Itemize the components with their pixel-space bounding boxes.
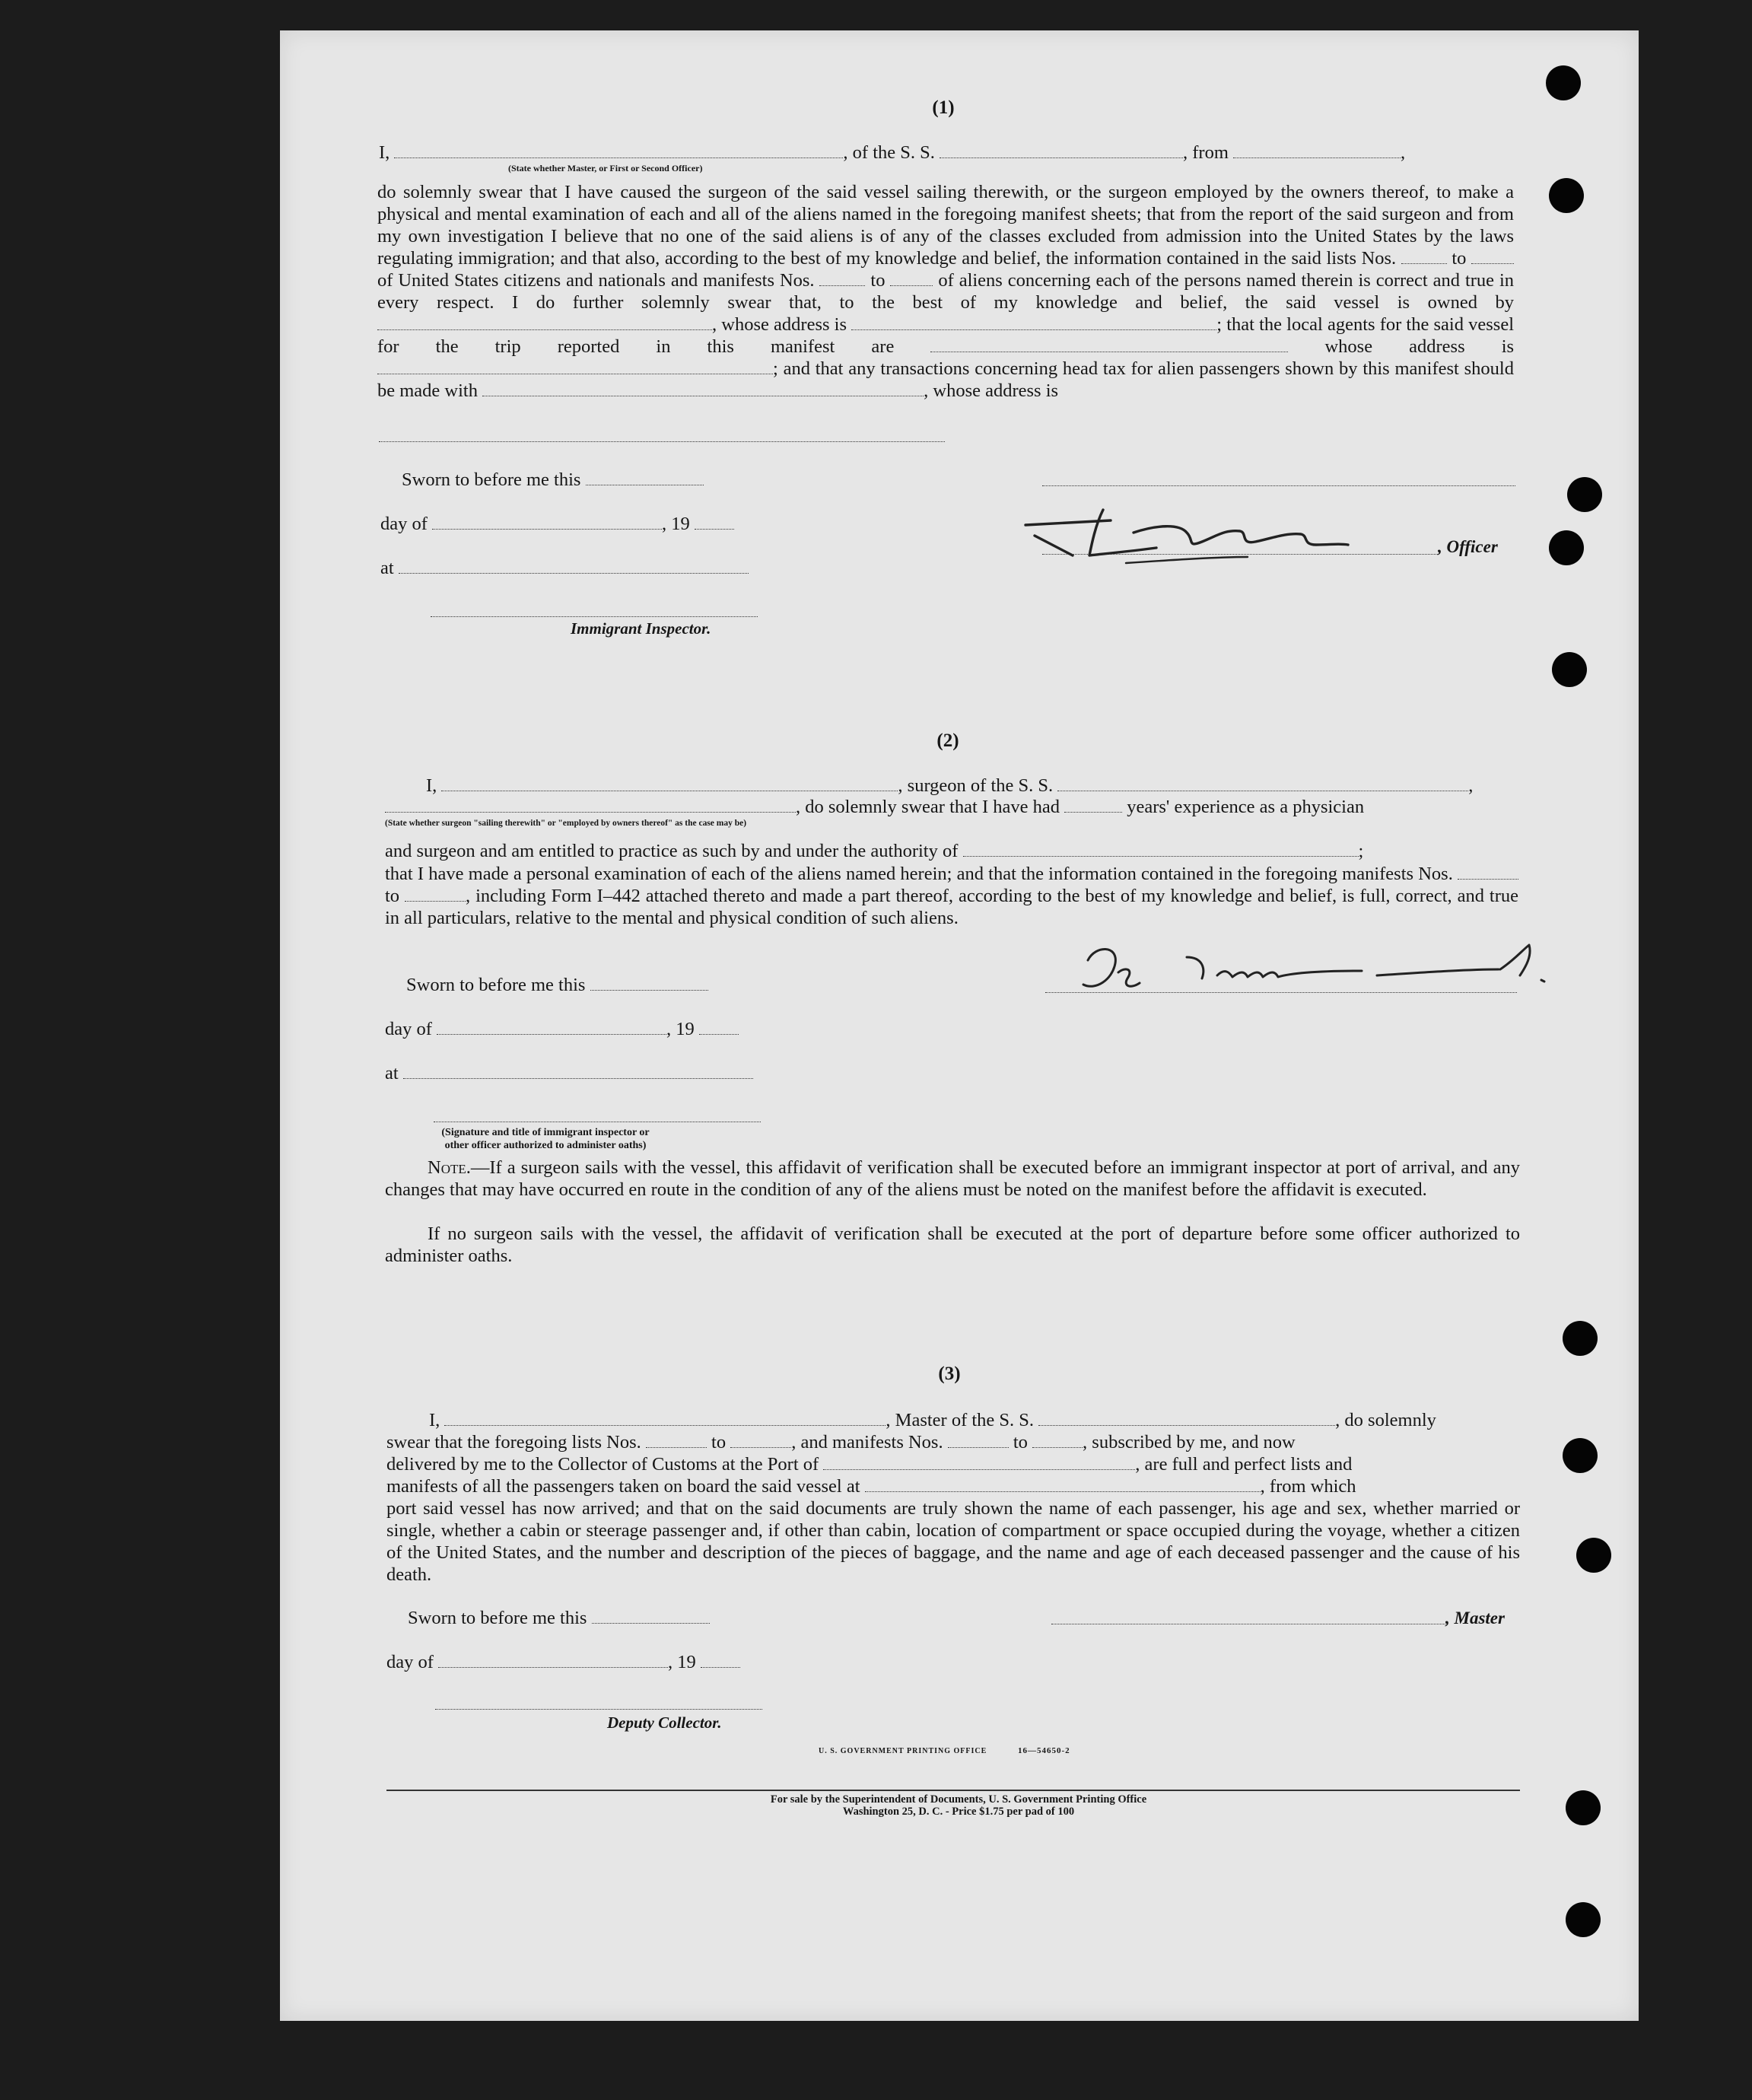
punch-hole xyxy=(1576,1538,1611,1573)
sworn-2: Sworn to before me this xyxy=(406,974,787,996)
master-vessel-field xyxy=(1038,1410,1335,1426)
section-2-body: that I have made a personal examination of each of the aliens named herein; and that the information contained in the foregoing manifests Nos. to , including Form I–442 attached thereto and made a part thereof, according to the best of my knowledge and belief, is full, correct, and true in all particulars, relative to the mental and physical condition of such aliens. xyxy=(385,864,1519,928)
surgeon-signature xyxy=(1073,930,1560,998)
section-1-body: do solemnly swear that I have caused the surgeon of the said vessel sailing therewith, or the surgeon employed by the owners thereof, to make a physical and mental examination of each and all of the aliens named in the foregoing manifest sheets; that from the report of the said surgeon and from my own investigation I believe that no one of the said aliens is of any of the classes excluded from admission into the United States by the laws regulating immigration; and that also, according to the best of my knowledge and belief, the information contained in the said lists Nos. to of United States citizens and nationals and manifests Nos. to of aliens concerning each of the persons named therein is correct and true in every respect. I do further solemnly swear that, to the best of my knowledge and belief, the said vessel is owned by , whose address is ; that the local agents for the said vessel for the trip reported in this manifest are whose address is ; and that any transactions concerning head tax for alien passengers shown by this manifest should be made with , whose address is xyxy=(377,182,1515,401)
section-3-port-line: delivered by me to the Collector of Customs at the Port of , are full and perfect lists and xyxy=(386,1454,1353,1475)
punch-hole xyxy=(1549,530,1584,565)
section-1-heading: (1) xyxy=(932,97,955,118)
oath-officer-caption: (Signature and title of immigrant inspector or other officer authorized to administer oaths) xyxy=(441,1127,650,1151)
immigrant-inspector-label: Immigrant Inspector. xyxy=(571,619,711,638)
note-2: If no surgeon sails with the vessel, the affidavit of verification shall be executed at the port of departure before some officer authorized to administer oaths. xyxy=(385,1223,1520,1266)
officer-caption: (State whether Master, or First or Second Officer) xyxy=(508,163,703,173)
punch-hole xyxy=(1567,477,1602,512)
section-2-heading: (2) xyxy=(936,730,959,751)
surgeon-caption: (State whether surgeon "sailing therewith" or "employed by owners thereof" as the case may be) xyxy=(385,819,747,828)
gpo-imprint: U. S. GOVERNMENT PRINTING OFFICE xyxy=(819,1747,987,1755)
section-3-board-line: manifests of all the passengers taken on board the said vessel at , from which xyxy=(386,1476,1356,1497)
port-field xyxy=(1233,142,1401,158)
sworn-3: Sworn to before me this xyxy=(408,1607,788,1629)
section-2-surgeon-line: I, , surgeon of the S. S. , xyxy=(426,775,1474,796)
owner-field xyxy=(377,314,712,330)
footer-rule xyxy=(386,1790,1520,1791)
punch-hole xyxy=(1552,652,1587,687)
deputy-collector-label: Deputy Collector. xyxy=(607,1713,722,1732)
surgeon-vessel-field xyxy=(1057,775,1468,791)
years-field xyxy=(1064,797,1122,813)
address-line xyxy=(379,441,945,442)
collector-port-field xyxy=(823,1454,1135,1470)
punch-hole xyxy=(1546,65,1581,100)
day-of-2: day of , 19 xyxy=(385,1018,796,1040)
note-1: Note.—If a surgeon sails with the vessel, this affidavit of verification shall be executed before an immigrant inspector at port of arrival, and any changes that may have occurred en route in the condition of any of the aliens must be noted on the manifest before the affidavit is executed. xyxy=(385,1157,1520,1200)
agents-address-field xyxy=(377,358,773,374)
officer-signature xyxy=(1019,502,1354,571)
authority-field xyxy=(963,841,1359,857)
section-3-heading: (3) xyxy=(938,1363,961,1384)
section-2-authority-line: and surgeon and am entitled to practice as such by and under the authority of ; xyxy=(385,841,1364,861)
section-3-body: port said vessel has now arrived; and that on the said documents are truly shown the name of each passenger, his age and sex, whether married or single, whether a cabin or steerage passenger and, if other than cabin, location of compartment or space occupied during the voyage, whether a citizen of the United States, and the number and description of the pieces of baggage, and the name and age of each deceased passenger and the cause of his death. xyxy=(386,1498,1520,1585)
head-tax-agent-field xyxy=(482,380,924,396)
at-1: at xyxy=(380,557,791,579)
punch-hole xyxy=(1563,1438,1598,1473)
surgeon-name-field xyxy=(441,775,898,791)
section-3-lists-line: swear that the foregoing lists Nos. to , and manifests Nos. to , subscribed by me, and now xyxy=(386,1432,1296,1452)
local-agents-field xyxy=(930,336,1288,352)
section-2-years-line: , do solemnly swear that I have had years' experience as a physician xyxy=(385,796,1526,818)
punch-hole xyxy=(1566,1902,1601,1937)
owner-address-field xyxy=(851,314,1216,330)
officer-label: , Officer xyxy=(1438,537,1498,556)
section-3-master-line: I, , Master of the S. S. , do solemnly xyxy=(429,1410,1436,1430)
day-of-3: day of , 19 xyxy=(386,1651,797,1673)
sworn-1: Sworn to before me this xyxy=(402,469,782,491)
vessel-name-field xyxy=(940,142,1183,158)
day-of-1: day of , 19 xyxy=(380,513,791,535)
officer-name-field xyxy=(394,142,843,158)
at-2: at xyxy=(385,1062,796,1084)
master-label: , Master xyxy=(1445,1608,1505,1628)
sale-notice: For sale by the Superintendent of Documents, U. S. Government Printing Office Washington 25, D. C. - Price $1.75 per pad of 100 xyxy=(770,1793,1147,1818)
section-1-officer-line: I, , of the S. S. , from , xyxy=(379,142,1406,163)
departure-port-field xyxy=(865,1476,1261,1492)
surgeon-status-field xyxy=(385,797,796,813)
punch-hole xyxy=(1563,1321,1598,1356)
punch-hole xyxy=(1566,1790,1601,1825)
master-name-field xyxy=(444,1410,886,1426)
punch-hole xyxy=(1549,178,1584,213)
form-number: 16—54650-2 xyxy=(1018,1746,1070,1755)
